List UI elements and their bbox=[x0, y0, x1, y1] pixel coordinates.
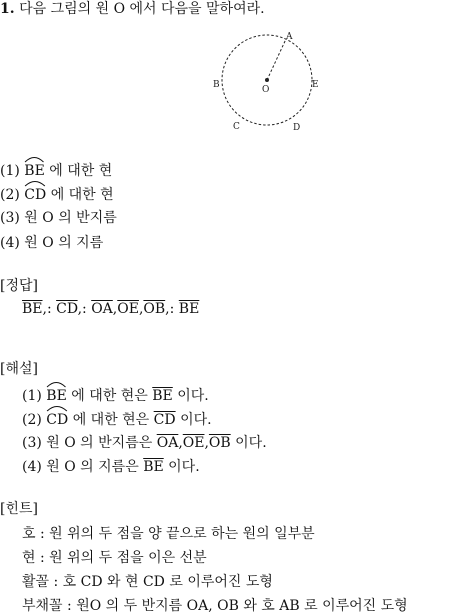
label-b: B bbox=[213, 80, 220, 90]
question-3 bbox=[0, 209, 117, 227]
q2-arc-symbol: CD bbox=[24, 184, 46, 204]
q3-text: 원 O 의 반지름 bbox=[24, 210, 117, 226]
arc-mark-icon bbox=[46, 380, 67, 388]
problem-number: 1. bbox=[0, 1, 15, 17]
arc-mark-icon bbox=[24, 179, 46, 187]
answer-3c: $\overline{OB}$ bbox=[143, 301, 166, 317]
explanation-header: [해설] bbox=[0, 361, 38, 377]
q2-rest: 에 대한 현 bbox=[50, 187, 114, 203]
explanation-1: (1) BE 에 대한 현은 $\overline{BE}$ 이다. bbox=[22, 385, 209, 405]
explanation-2: (2) CD 에 대한 현은 $\overline{CD}$ 이다. bbox=[22, 409, 212, 429]
answer-header: [정답] bbox=[0, 278, 38, 294]
q3-number: (3) bbox=[0, 210, 20, 226]
center-point bbox=[265, 78, 269, 82]
arc-mark-icon bbox=[46, 404, 68, 412]
label-d: D bbox=[293, 123, 301, 133]
answer-3b: $\overline{OE}$ bbox=[117, 301, 139, 317]
e1-arc-symbol: BE bbox=[46, 385, 67, 405]
answer-1: $\overline{BE}$ bbox=[22, 301, 43, 317]
radius-oa bbox=[267, 39, 286, 80]
label-o: O bbox=[262, 85, 270, 95]
question-1 bbox=[0, 160, 112, 180]
hint-line-2: 현 : 원 위의 두 점을 이은 선분 bbox=[22, 550, 207, 566]
circle-figure bbox=[205, 28, 325, 140]
hint-line-3: 활꼴 : 호 CD 와 현 CD 로 이루어진 도형 bbox=[22, 574, 273, 590]
explanation-3: (3) 원 O 의 반지름은 $\overline{OA},\overline{OE},\overline{OB}$ 이다. bbox=[22, 435, 267, 451]
problem-text: 다음 그림의 원 O 에서 다음을 말하여라. bbox=[19, 1, 265, 17]
q1-number: (1) bbox=[0, 163, 20, 179]
arc-mark-icon bbox=[24, 155, 45, 163]
answer-4: $\overline{BE}$ bbox=[178, 301, 200, 317]
q1-rest: 에 대한 현 bbox=[49, 163, 113, 179]
label-c: C bbox=[233, 122, 240, 132]
q4-number: (4) bbox=[0, 235, 20, 251]
hint-line-4: 부채꼴 : 원O 의 두 반지름 OA, OB 와 호 AB 로 이루어진 도형 bbox=[22, 598, 408, 614]
explanation-4: (4) 원 O 의 지름은 $\overline{BE}$ 이다. bbox=[22, 459, 200, 475]
q2-number: (2) bbox=[0, 187, 20, 203]
label-e: E bbox=[312, 80, 319, 90]
problem-stem bbox=[0, 0, 265, 18]
answer-2: $\overline{CD}$ bbox=[56, 301, 78, 317]
hint-header: [힌트] bbox=[0, 501, 38, 517]
answer-3a: $\overline{OA}$ bbox=[91, 301, 113, 317]
label-a: A bbox=[286, 32, 293, 42]
hint-line-1: 호 : 원 위의 두 점을 양 끝으로 하는 원의 일부분 bbox=[22, 526, 315, 542]
question-2 bbox=[0, 184, 114, 204]
question-4 bbox=[0, 234, 103, 252]
q4-text: 원 O 의 지름 bbox=[24, 235, 104, 251]
e2-arc-symbol: CD bbox=[46, 409, 68, 429]
answer-line: $\overline{BE}$,: $\overline{CD}$,: $\overline{OA},\overline{OE},\overline{OB}$,: $\overline{BE}$ bbox=[22, 301, 200, 317]
q1-arc-symbol: BE bbox=[24, 160, 45, 180]
